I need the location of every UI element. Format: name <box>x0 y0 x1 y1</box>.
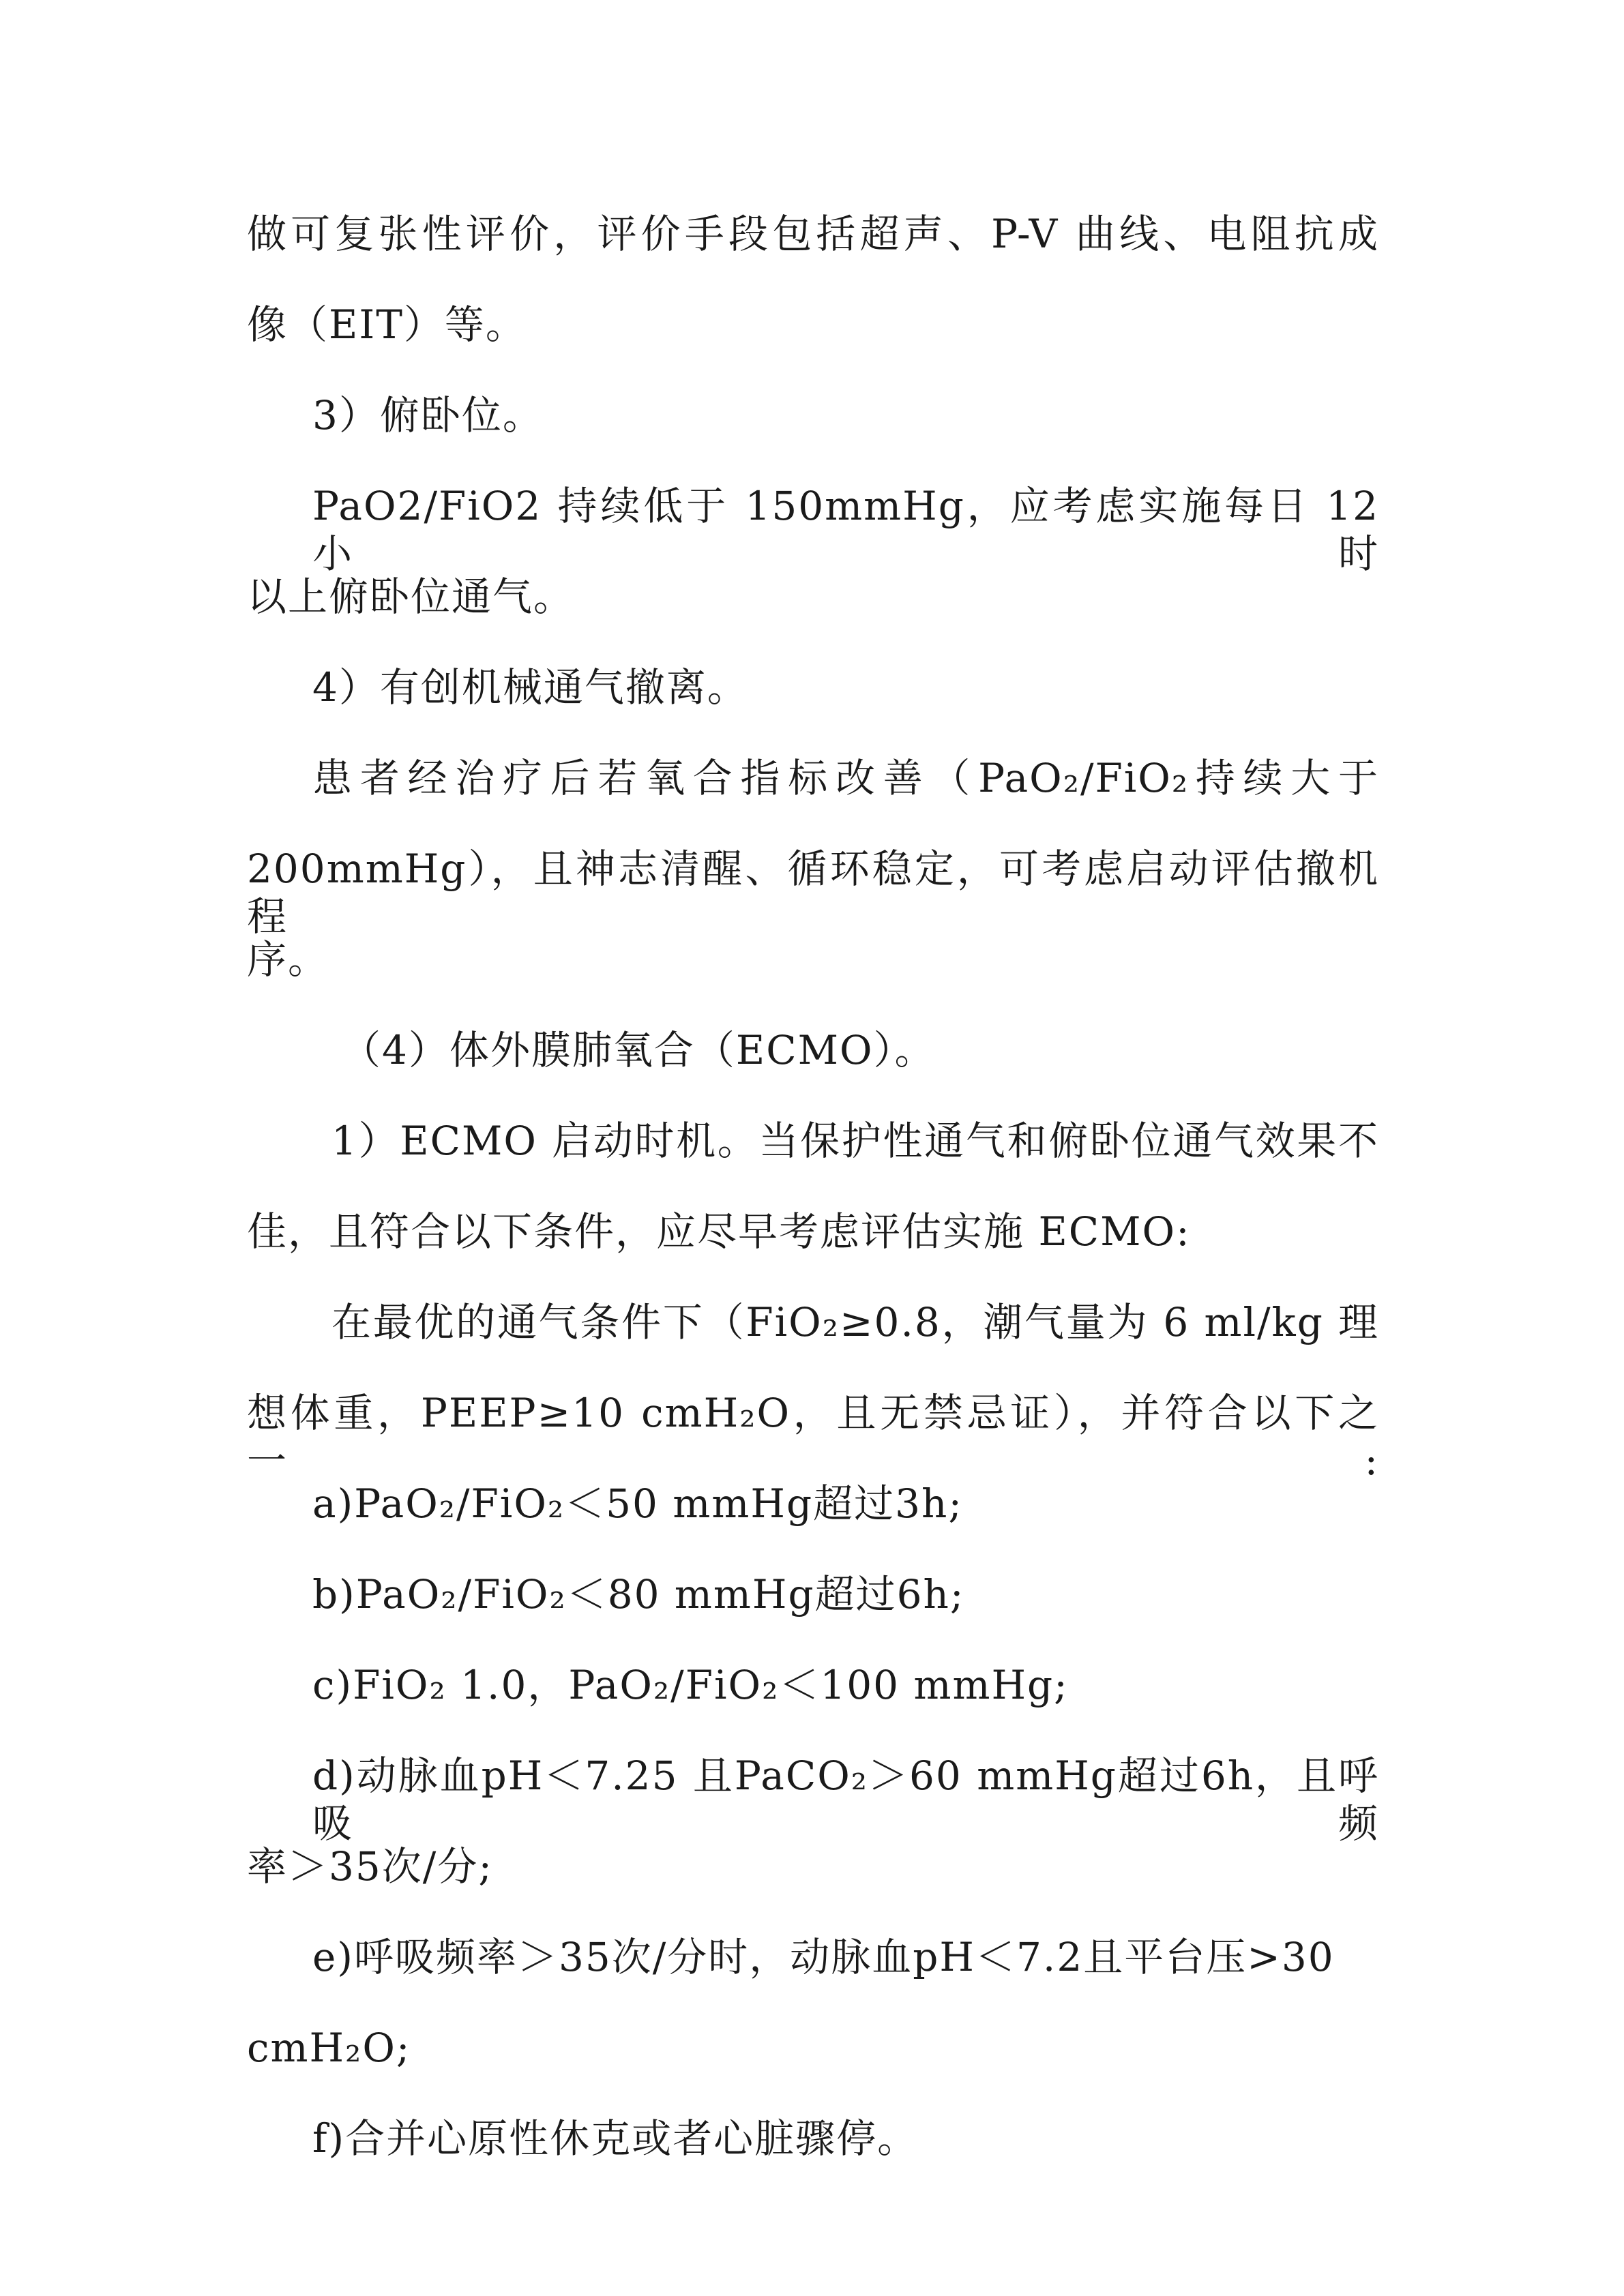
subheading: 3）俯卧位。 <box>312 392 544 438</box>
text-line: 以上俯卧位通气。 <box>247 573 575 620</box>
text-line: 想体重，PEEP≥10 cmH₂O，且无禁忌证），并符合以下之一: <box>247 1390 1379 1484</box>
section-heading: （4）体外膜肺氧合（ECMO）。 <box>341 1027 936 1073</box>
list-item: b)PaO₂/FiO₂＜80 mmHg超过6h; <box>312 1571 965 1617</box>
list-item: f)合并心原性休克或者心脏骤停。 <box>312 2115 919 2162</box>
text-line: 像（EIT）等。 <box>247 301 527 348</box>
text-line: 做可复张性评价，评价手段包括超声、P-V 曲线、电阻抗成 <box>247 211 1379 257</box>
text-line: cmH₂O; <box>247 2025 411 2071</box>
text-line: PaO2/FiO2 持续低于 150mmHg，应考虑实施每日 12 小时 <box>312 483 1379 577</box>
text-line: 序。 <box>247 936 329 983</box>
text-line: 佳，且符合以下条件，应尽早考虑评估实施 ECMO: <box>247 1208 1191 1255</box>
text-line: 在最优的通气条件下（FiO₂≥0.8，潮气量为 6 ml/kg 理 <box>331 1299 1379 1345</box>
text-line: 患者经治疗后若氧合指标改善（PaO₂/FiO₂持续大于 <box>312 755 1379 801</box>
text-line: 1）ECMO 启动时机。当保护性通气和俯卧位通气效果不 <box>331 1118 1379 1164</box>
list-item: d)动脉血pH＜7.25 且PaCO₂＞60 mmHg超过6h，且呼吸频 <box>312 1753 1379 1847</box>
list-item: a)PaO₂/FiO₂＜50 mmHg超过3h; <box>312 1480 963 1527</box>
list-item: c)FiO₂ 1.0，PaO₂/FiO₂＜100 mmHg; <box>312 1662 1069 1708</box>
list-item: e)呼吸频率＞35次/分时，动脉血pH＜7.2且平台压>30 <box>312 1934 1335 1980</box>
subheading: 4）有创机械通气撤离。 <box>312 664 748 711</box>
text-line: 率＞35次/分; <box>247 1843 493 1890</box>
text-line: 200mmHg），且神志清醒、循环稳定，可考虑启动评估撤机程 <box>247 846 1379 940</box>
